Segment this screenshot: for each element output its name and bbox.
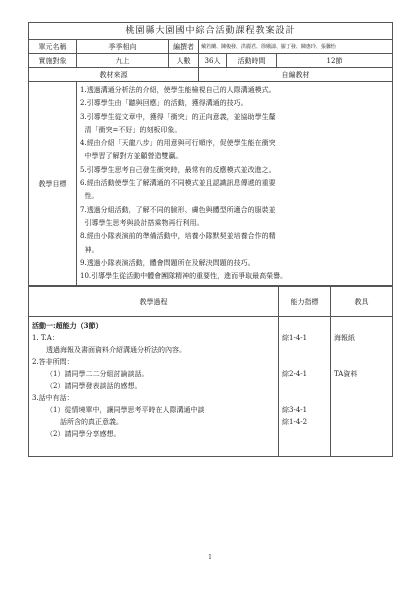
count-label: 人數: [169, 54, 199, 68]
goal-item: [80, 190, 389, 203]
goal-item: [80, 270, 389, 283]
indicator-entry: [282, 392, 327, 404]
process-line: （2）請同學分享感想。: [46, 430, 121, 439]
goal-item: [80, 97, 389, 110]
goal-item: [80, 244, 389, 257]
tools-column: [331, 317, 393, 457]
goal-item: [80, 217, 389, 230]
process-content: [29, 317, 279, 457]
goal-number: 3.: [80, 112, 87, 121]
goal-item: [80, 257, 389, 270]
indicator-entry: [282, 356, 327, 368]
indicator-entry: 綜1-4-2: [282, 418, 308, 427]
tool-entry: [334, 356, 389, 368]
process-table: [28, 286, 393, 457]
indicator-entry: 綜3-4-1: [282, 406, 308, 415]
goal-text: 經由小隊表演前的準備活動中，培養小隊默契並培養合作的精: [86, 232, 276, 241]
goal-item: [80, 230, 389, 243]
indicator-entry: 綜1-4-1: [282, 334, 308, 343]
editor-label: 編撰者: [169, 40, 199, 54]
indicator-entry: [282, 380, 327, 392]
process-line: 2.答非所問：: [32, 358, 74, 367]
document-title: 桃園縣大園國中綜合活動課程教案設計: [29, 23, 393, 40]
goal-item: [80, 204, 389, 217]
goal-number: 2.: [80, 99, 87, 108]
goal-number: 5.: [80, 165, 87, 174]
col-header-indicator: 能力指標: [279, 287, 331, 317]
tool-entry: [334, 428, 389, 440]
goal-text: 引導學生由「聽與回應」的活動，獲得溝通的技巧。: [86, 99, 248, 108]
goal-text: 經由介紹「天龍八步」的用意與可行順序，促使學生能在衝突: [86, 139, 276, 148]
goal-text: 透過小隊表演活動，體會問題所在及解決問題的技巧。: [86, 258, 255, 267]
process-line: 3.話中有話：: [32, 394, 74, 403]
tool-entry: [334, 380, 389, 392]
activity-title: 活動一:超能力（3節）: [32, 321, 103, 331]
indicator-entry: [282, 428, 327, 440]
goal-text: 引導學生從文章中，獲得「衝突」的正向意義，並協助學生釐: [86, 112, 276, 121]
goal-text: 性。: [84, 192, 99, 201]
source-label: 教材來源: [29, 68, 199, 82]
goal-text: 中學習了解對方並顧營造雙贏。: [84, 152, 183, 161]
col-header-process: 教學過程: [29, 287, 279, 317]
goal-item: [80, 137, 389, 150]
goal-number: 9.: [80, 258, 87, 267]
goal-text: 引導學生從活動中體會團隊精神的重要性，進而爭取最高榮譽。: [91, 272, 288, 281]
goal-text: 神。: [84, 245, 99, 254]
goal-text: 透過分組活動，了解不同的臉形、膚色與體型所適合的服裝並: [86, 205, 276, 214]
process-line: （1）從情境單中，讓同學思考平時在人際溝通中談: [46, 406, 205, 415]
process-line: 透過海報及書面資料介紹溝通分析法的內容。: [46, 346, 186, 355]
tool-entry: [334, 392, 389, 404]
editor-value: 戴若蘭、陳俊發、洪麗君、徐娥濤、羅丁發、陳惠玲、張馨怡: [199, 40, 393, 54]
tool-entry: TA資料: [334, 370, 358, 379]
goals-label: 教學目標: [29, 82, 77, 286]
goal-number: 10.: [80, 272, 92, 281]
count-value: 36人: [199, 54, 227, 68]
tool-entry: 海報紙: [334, 334, 355, 343]
goal-text: 引導學生思考與設計搭乘物再行利用。: [84, 218, 204, 227]
time-value: 12節: [277, 54, 393, 68]
goal-number: 4.: [80, 139, 87, 148]
process-line: （1）請同學二二分組討論談話。: [46, 370, 149, 379]
goal-text: 清「衝突=不好」的刻板印象。: [84, 125, 182, 134]
goal-item: [80, 124, 389, 137]
goal-item: [80, 84, 389, 97]
goal-number: 7.: [80, 205, 87, 214]
indicator-entry: 綜2-4-1: [282, 370, 308, 379]
process-line: （2）請同學發表談話的感想。: [46, 382, 142, 391]
target-value: 九上: [77, 54, 169, 68]
unit-value: 季季相向: [77, 40, 169, 54]
indicator-column: [279, 317, 331, 457]
source-value: 自編教材: [199, 68, 393, 82]
goal-item: [80, 177, 389, 190]
process-line: 話所含的真正意義。: [60, 418, 123, 427]
page-number: 1: [208, 554, 212, 561]
tool-entry: [334, 416, 389, 428]
goal-text: 透過溝通分析法的介紹，使學生能檢視自己的人際溝通模式。: [86, 86, 276, 94]
time-label: 活動時間: [227, 54, 277, 68]
indicator-entry: [282, 344, 327, 356]
target-label: 實施對象: [29, 54, 77, 68]
unit-label: 單元名稱: [29, 40, 77, 54]
goal-number: 1.: [80, 86, 87, 94]
lesson-plan-document: [28, 22, 392, 457]
goal-item: [80, 150, 389, 163]
tool-entry: [334, 344, 389, 356]
goals-list: [77, 82, 393, 286]
goal-item: [80, 111, 389, 124]
goal-number: 6.: [80, 179, 87, 188]
goal-number: 8.: [80, 232, 87, 241]
header-table: [28, 22, 393, 286]
col-header-tools: 教具: [331, 287, 393, 317]
process-line: 1. T.A：: [32, 334, 59, 343]
goal-item: [80, 164, 389, 177]
tool-entry: [334, 404, 389, 416]
goal-text: 經由活動使學生了解溝通的不同模式並且認識訊息傳遞的重要: [86, 179, 276, 188]
goal-text: 引導學生思考自己發生衝突時，最常有的反應模式並改進之。: [86, 165, 276, 174]
